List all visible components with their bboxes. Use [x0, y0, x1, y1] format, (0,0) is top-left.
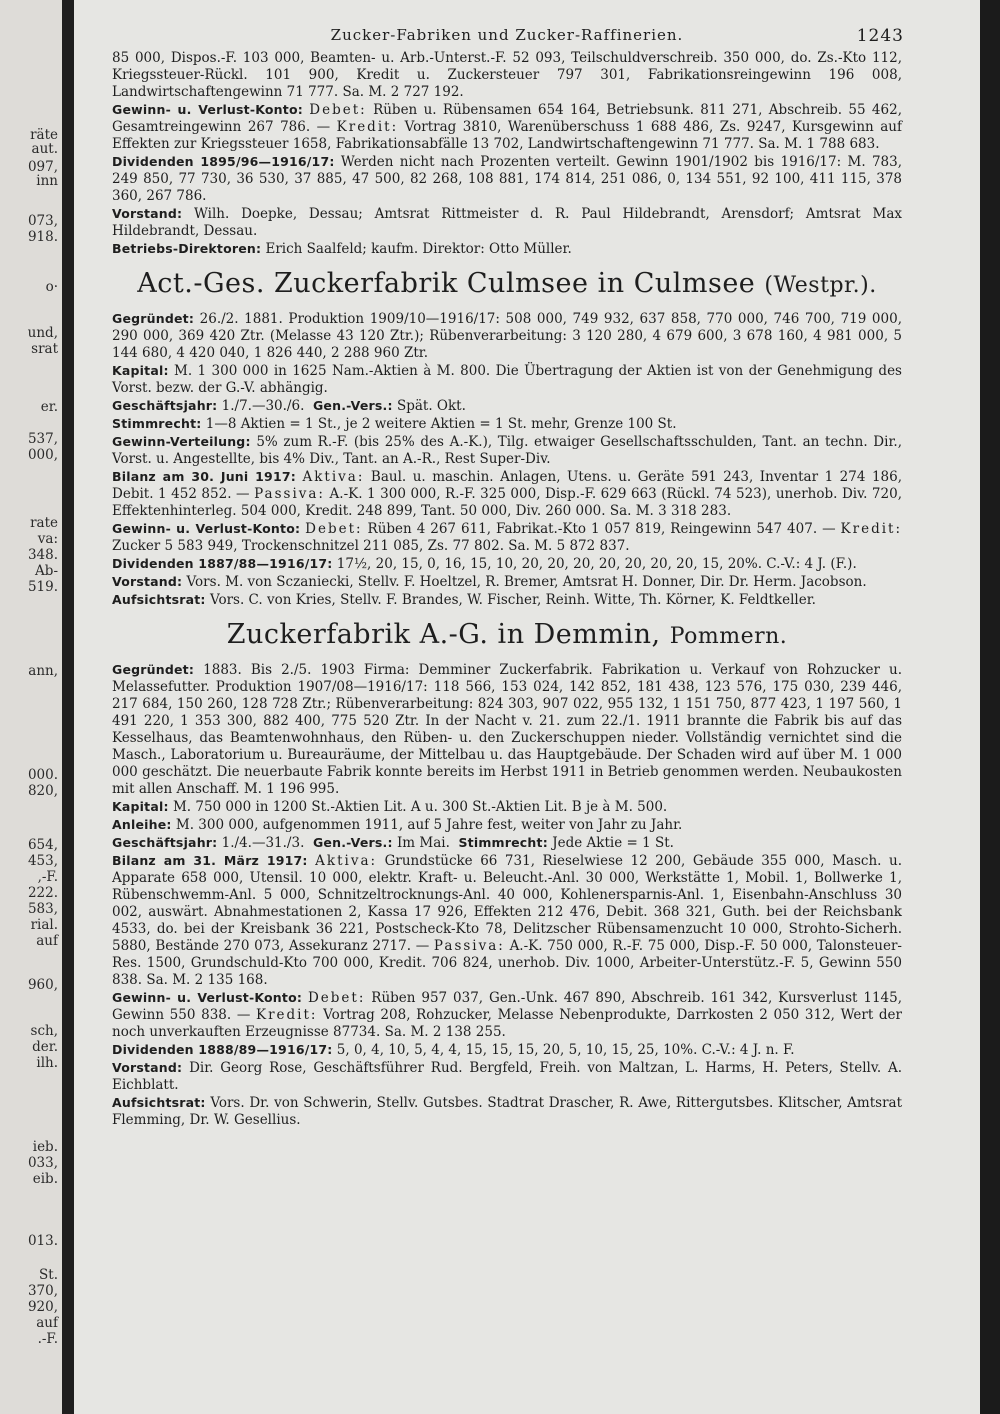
founded: Gegründet: 1883. Bis 2./5. 1903 Firma: Demminer Zuckerfabrik. Fabrikation u. Verkauf von Rohzucker u. Melassefutter. Produktion 1907/08—1916/17: 118 566, 153 024, 142 852, 181 438, 123 576, 175 030, 239 446, 217 684, 150 260, 128 728 Ztr.; Rübenverarbeitung: 824 303, 907 022, 955 132, 1 151 750, 877 423, 1 197 560, 1 491 220, 1 353 300, 882 400, 775 520 Ztr. In der Nacht v. 21. zum 22./1. 1911 brannte die Fabrik bis auf das Kesselhaus, das Beamtenwohnhaus, den Rüben- u. den Zuckerschuppen nieder. Vollständig vernichtet sind die Masch., Laboratorium u. Bureauräume, der Mittelbau u. das Hauptgebäude. Der Schaden wird auf über M. 1 000 000 geschätzt. Die neuerbaute Fabrik konnte bereits im Herbst 1911 in Betrieb genommen werden. Neubaukosten mit allen Anschaff. M. 1 196 995.	[112, 662, 903, 797]
profit-distribution: Gewinn-Verteilung: 5% zum R.-F. (bis 25% des A.-K.), Tilg. etwaiger Gesellschaftsschulden, Tant. an techn. Dir., Vorst. u. Angestellte, bis 4% Div., Tant. an A.-R., Rest Super-Div.	[112, 434, 902, 467]
facing-page-fragment: aut.	[31, 141, 58, 157]
facing-page-fragment: 820,	[27, 783, 58, 799]
facing-page-fragment: o·	[45, 279, 58, 295]
founded: Gegründet: 26./2. 1881. Produktion 1909/10—1916/17: 508 000, 749 932, 637 858, 770 000, 746 700, 719 000, 290 000, 369 420 Ztr. (Melasse 43 120 Ztr.); Rübenverarbeitung: 3 120 280, 4 679 600, 3 678 160, 4 981 000, 5 144 680, 4 420 040, 1 826 440, 2 288 960 Ztr.	[112, 311, 902, 361]
facing-page-fragment: 000.	[27, 767, 58, 783]
facing-page-fragment: 519.	[27, 579, 58, 595]
page-content	[112, 26, 902, 1129]
facing-page-fragment: 920,	[27, 1299, 58, 1315]
facing-page-fragment: St.	[39, 1267, 58, 1283]
facing-page-fragment: 918.	[27, 229, 58, 245]
facing-page-fragment: ,-F.	[37, 869, 58, 885]
supervisory-board: Aufsichtsrat: Vors. Dr. von Schwerin, Stellv. Gutsbes. Stadtrat Drascher, R. Awe, Rittergutsbes. Klitscher, Amtsrat Flemming, Dr. W. Gesellius.	[112, 1095, 903, 1128]
facing-page-fragment: 537,	[27, 431, 58, 447]
fiscal-year: Geschäftsjahr: 1./7.—30./6. Gen.-Vers.: Spät. Okt.	[112, 398, 466, 414]
capital: Kapital: M. 750 000 in 1200 St.-Aktien Lit. A u. 300 St.-Aktien Lit. B je à M. 500.	[112, 799, 668, 815]
entry-culmsee	[112, 268, 902, 609]
facing-page-fragment: auf	[36, 1315, 58, 1331]
facing-page-fragment: 097,	[27, 159, 58, 175]
facing-page-fragment: va:	[37, 531, 58, 547]
facing-page-fragment: räte	[30, 127, 58, 143]
facing-page-fragment: 348.	[27, 547, 58, 563]
dividends: Dividenden 1887/88—1916/17: 17½, 20, 15, 0, 16, 15, 10, 20, 20, 20, 20, 20, 20, 20, 15, 20%. C.-V.: 4 J. (F.).	[112, 556, 857, 572]
facing-page-fragment: 453,	[27, 853, 58, 869]
entry-continued	[112, 50, 902, 258]
profit-loss-account: Gewinn- u. Verlust-Konto: Debet: Rüben 957 037, Gen.-Unk. 467 890, Abschreib. 161 342, Kursverlust 1145, Gewinn 550 838. — Kredit: Vortrag 208, Rohzucker, Melasse Nebenprodukte, Darrkosten 2 050 312, Wert der noch unverkauften Erzeugnisse 87734. Sa. M. 2 138 255.	[112, 990, 903, 1040]
profit-loss-account: Gewinn- u. Verlust-Konto: Debet: Rüben u. Rübensamen 654 164, Betriebsunk. 811 271, Abschreib. 55 462, Gesamtreingewinn 267 786. — Kredit: Vortrag 3810, Warenüberschuss 1 688 486, Zs. 9247, Kursgewinn auf Effekten zur Kriegssteuer 1658, Fabrikationsabfälle 13 702, Landwirtschaftengewinn 71 777. Sa. M. 1 788 683.	[112, 102, 902, 152]
facing-page-fragment: 654,	[27, 837, 58, 853]
loan: Anleihe: M. 300 000, aufgenommen 1911, auf 5 Jahre fest, weiter von Jahr zu Jahr.	[112, 817, 683, 833]
facing-page-fragment: er.	[40, 399, 58, 415]
facing-page-fragment: 000,	[27, 447, 58, 463]
book-gutter	[62, 0, 74, 1414]
profit-loss-account: Gewinn- u. Verlust-Konto: Debet: Rüben 4 267 611, Fabrikat.-Kto 1 057 819, Reingewinn 547 407. — Kredit: Zucker 5 583 949, Trockenschnitzel 211 085, Zs. 77 802. Sa. M. 5 872 837.	[112, 521, 903, 554]
dividends: Dividenden 1895/96—1916/17: Werden nicht nach Prozenten verteilt. Gewinn 1901/1902 bis 1916/17: M. 783, 249 850, 77 730, 36 530, 37 885, 47 500, 82 268, 108 881, 174 814, 251 086, 0, 134 551, 92 100, 411 115, 378 360, 267 786.	[112, 154, 903, 204]
facing-page-fragment: srat	[31, 341, 58, 357]
company-heading: Zuckerfabrik A.-G. in Demmin, Pommern.	[226, 619, 788, 650]
facing-page-fragment: auf	[36, 933, 58, 949]
facing-page-fragment: 583,	[27, 901, 58, 917]
board: Vorstand: Wilh. Doepke, Dessau; Amtsrat Rittmeister d. R. Paul Hildebrandt, Arensdorf; Amtsrat Max Hildebrandt, Dessau.	[112, 206, 902, 239]
facing-page-fragment: ann,	[28, 663, 58, 679]
page-number: 1243	[856, 26, 904, 46]
facing-page-fragment: 033,	[27, 1155, 58, 1171]
running-head-title: Zucker-Fabriken und Zucker-Raffinerien.	[330, 26, 684, 44]
facing-page-fragment: 222.	[27, 885, 58, 901]
document-page	[74, 0, 980, 1414]
voting-right: Stimmrecht: 1—8 Aktien = 1 St., je 2 weitere Aktien = 1 St. mehr, Grenze 100 St.	[112, 416, 677, 432]
facing-page-fragment: eib.	[32, 1171, 58, 1187]
dividends: Dividenden 1888/89—1916/17: 5, 0, 4, 10, 5, 4, 4, 15, 15, 15, 20, 5, 10, 15, 25, 10%. C.-V.: 4 J. n. F.	[112, 1042, 795, 1058]
fiscal-year: Geschäftsjahr: 1./4.—31./3. Gen.-Vers.: Im Mai. Stimmrecht: Jede Aktie = 1 St.	[112, 835, 674, 851]
facing-page-fragment: ieb.	[32, 1139, 58, 1155]
facing-page-fragment: 370,	[27, 1283, 58, 1299]
facing-page-fragment: 013.	[27, 1233, 58, 1249]
capital: Kapital: M. 1 300 000 in 1625 Nam.-Aktien à M. 800. Die Übertragung der Aktien ist von der Genehmigung des Vorst. bezw. der G.-V. abhängig.	[112, 363, 902, 396]
facing-page-fragment: rial.	[30, 917, 58, 933]
facing-page-fragment: der.	[32, 1039, 58, 1055]
balance-continuation: 85 000, Dispos.-F. 103 000, Beamten- u. Arb.-Unterst.-F. 52 093, Teilschuldverschreib. 350 000, do. Zs.-Kto 112, Kriegssteuer-Rückl. 101 900, Kredit u. Zuckersteuer 797 301, Fabrikationsreingewinn 196 008, Landwirtschaftengewinn 71 777. Sa. M. 2 727 192.	[112, 50, 902, 100]
company-heading: Act.-Ges. Zuckerfabrik Culmsee in Culmsee (Westpr.).	[137, 268, 877, 299]
facing-page-fragment: 073,	[27, 213, 58, 229]
board: Vorstand: Vors. M. von Sczaniecki, Stellv. F. Hoeltzel, R. Bremer, Amtsrat H. Donner, Dir. Dr. Herm. Jacobson.	[112, 574, 867, 590]
facing-page-fragment: Ab-	[35, 563, 58, 579]
balance-sheet: Bilanz am 31. März 1917: Aktiva: Grundstücke 66 731, Rieselwiese 12 200, Gebäude 355 000, Masch. u. Apparate 658 000, Utensil. 10 000, elektr. Kraft- u. Beleucht.-Anl. 30 000, Werkstätte 1, Mobil. 1, Bollwerke 1, Rübenschwemm-Anl. 5 000, Schnitzeltrocknungs-Anl. 40 000, Kohlenersparnis-Anl. 1, Eisenbahn-Anschluss 30 002, auswärt. Abnahmestationen 2, Kassa 17 926, Effekten 212 476, Debit. 368 321, Guth. bei der Reichsbank 4533, do. bei der Kreisbank 36 221, Postscheck-Kto 78, Delitzscher Rübensamenzucht 10 000, Strohto-Sicherh. 5880, Bestände 270 073, Assekuranz 2717. — Passiva: A.-K. 750 000, R.-F. 75 000, Disp.-F. 50 000, Talonsteuer-Res. 1500, Grundschuld-Kto 700 000, Kredit. 706 824, unerhob. Div. 1000, Arbeiter-Unterstütz.-F. 5, Gewinn 550 838. Sa. M. 2 135 168.	[112, 853, 902, 988]
facing-page-fragment: sch,	[30, 1023, 58, 1039]
directors: Betriebs-Direktoren: Erich Saalfeld; kaufm. Direktor: Otto Müller.	[112, 241, 572, 257]
entry-demmin	[112, 619, 902, 1129]
facing-page-fragment: und,	[27, 325, 58, 341]
facing-page-fragment: rate	[30, 515, 58, 531]
previous-page-edge	[0, 0, 62, 1414]
supervisory-board: Aufsichtsrat: Vors. C. von Kries, Stellv. F. Brandes, W. Fischer, Reinh. Witte, Th. Körner, K. Feldtkeller.	[112, 592, 816, 608]
facing-page-fragment: ilh.	[36, 1055, 58, 1071]
board: Vorstand: Dir. Georg Rose, Geschäftsführer Rud. Bergfeld, Freih. von Maltzan, L. Harms, H. Peters, Stellv. A. Eichblatt.	[112, 1060, 903, 1093]
facing-page-fragment: 960,	[27, 977, 58, 993]
page-edge-shadow	[980, 0, 1000, 1414]
balance-sheet: Bilanz am 30. Juni 1917: Aktiva: Baul. u. maschin. Anlagen, Utens. u. Geräte 591 243, Inventar 1 274 186, Debit. 1 452 852. — Passiva: A.-K. 1 300 000, R.-F. 325 000, Disp.-F. 629 663 (Rückl. 74 523), unerhob. Div. 720, Effektenhinterleg. 504 000, Kredit. 248 899, Tant. 50 000, Div. 260 000. Sa. M. 3 318 283.	[112, 469, 903, 519]
facing-page-fragment: inn	[36, 173, 58, 189]
facing-page-fragment: .-F.	[37, 1331, 58, 1347]
running-header	[112, 26, 902, 50]
